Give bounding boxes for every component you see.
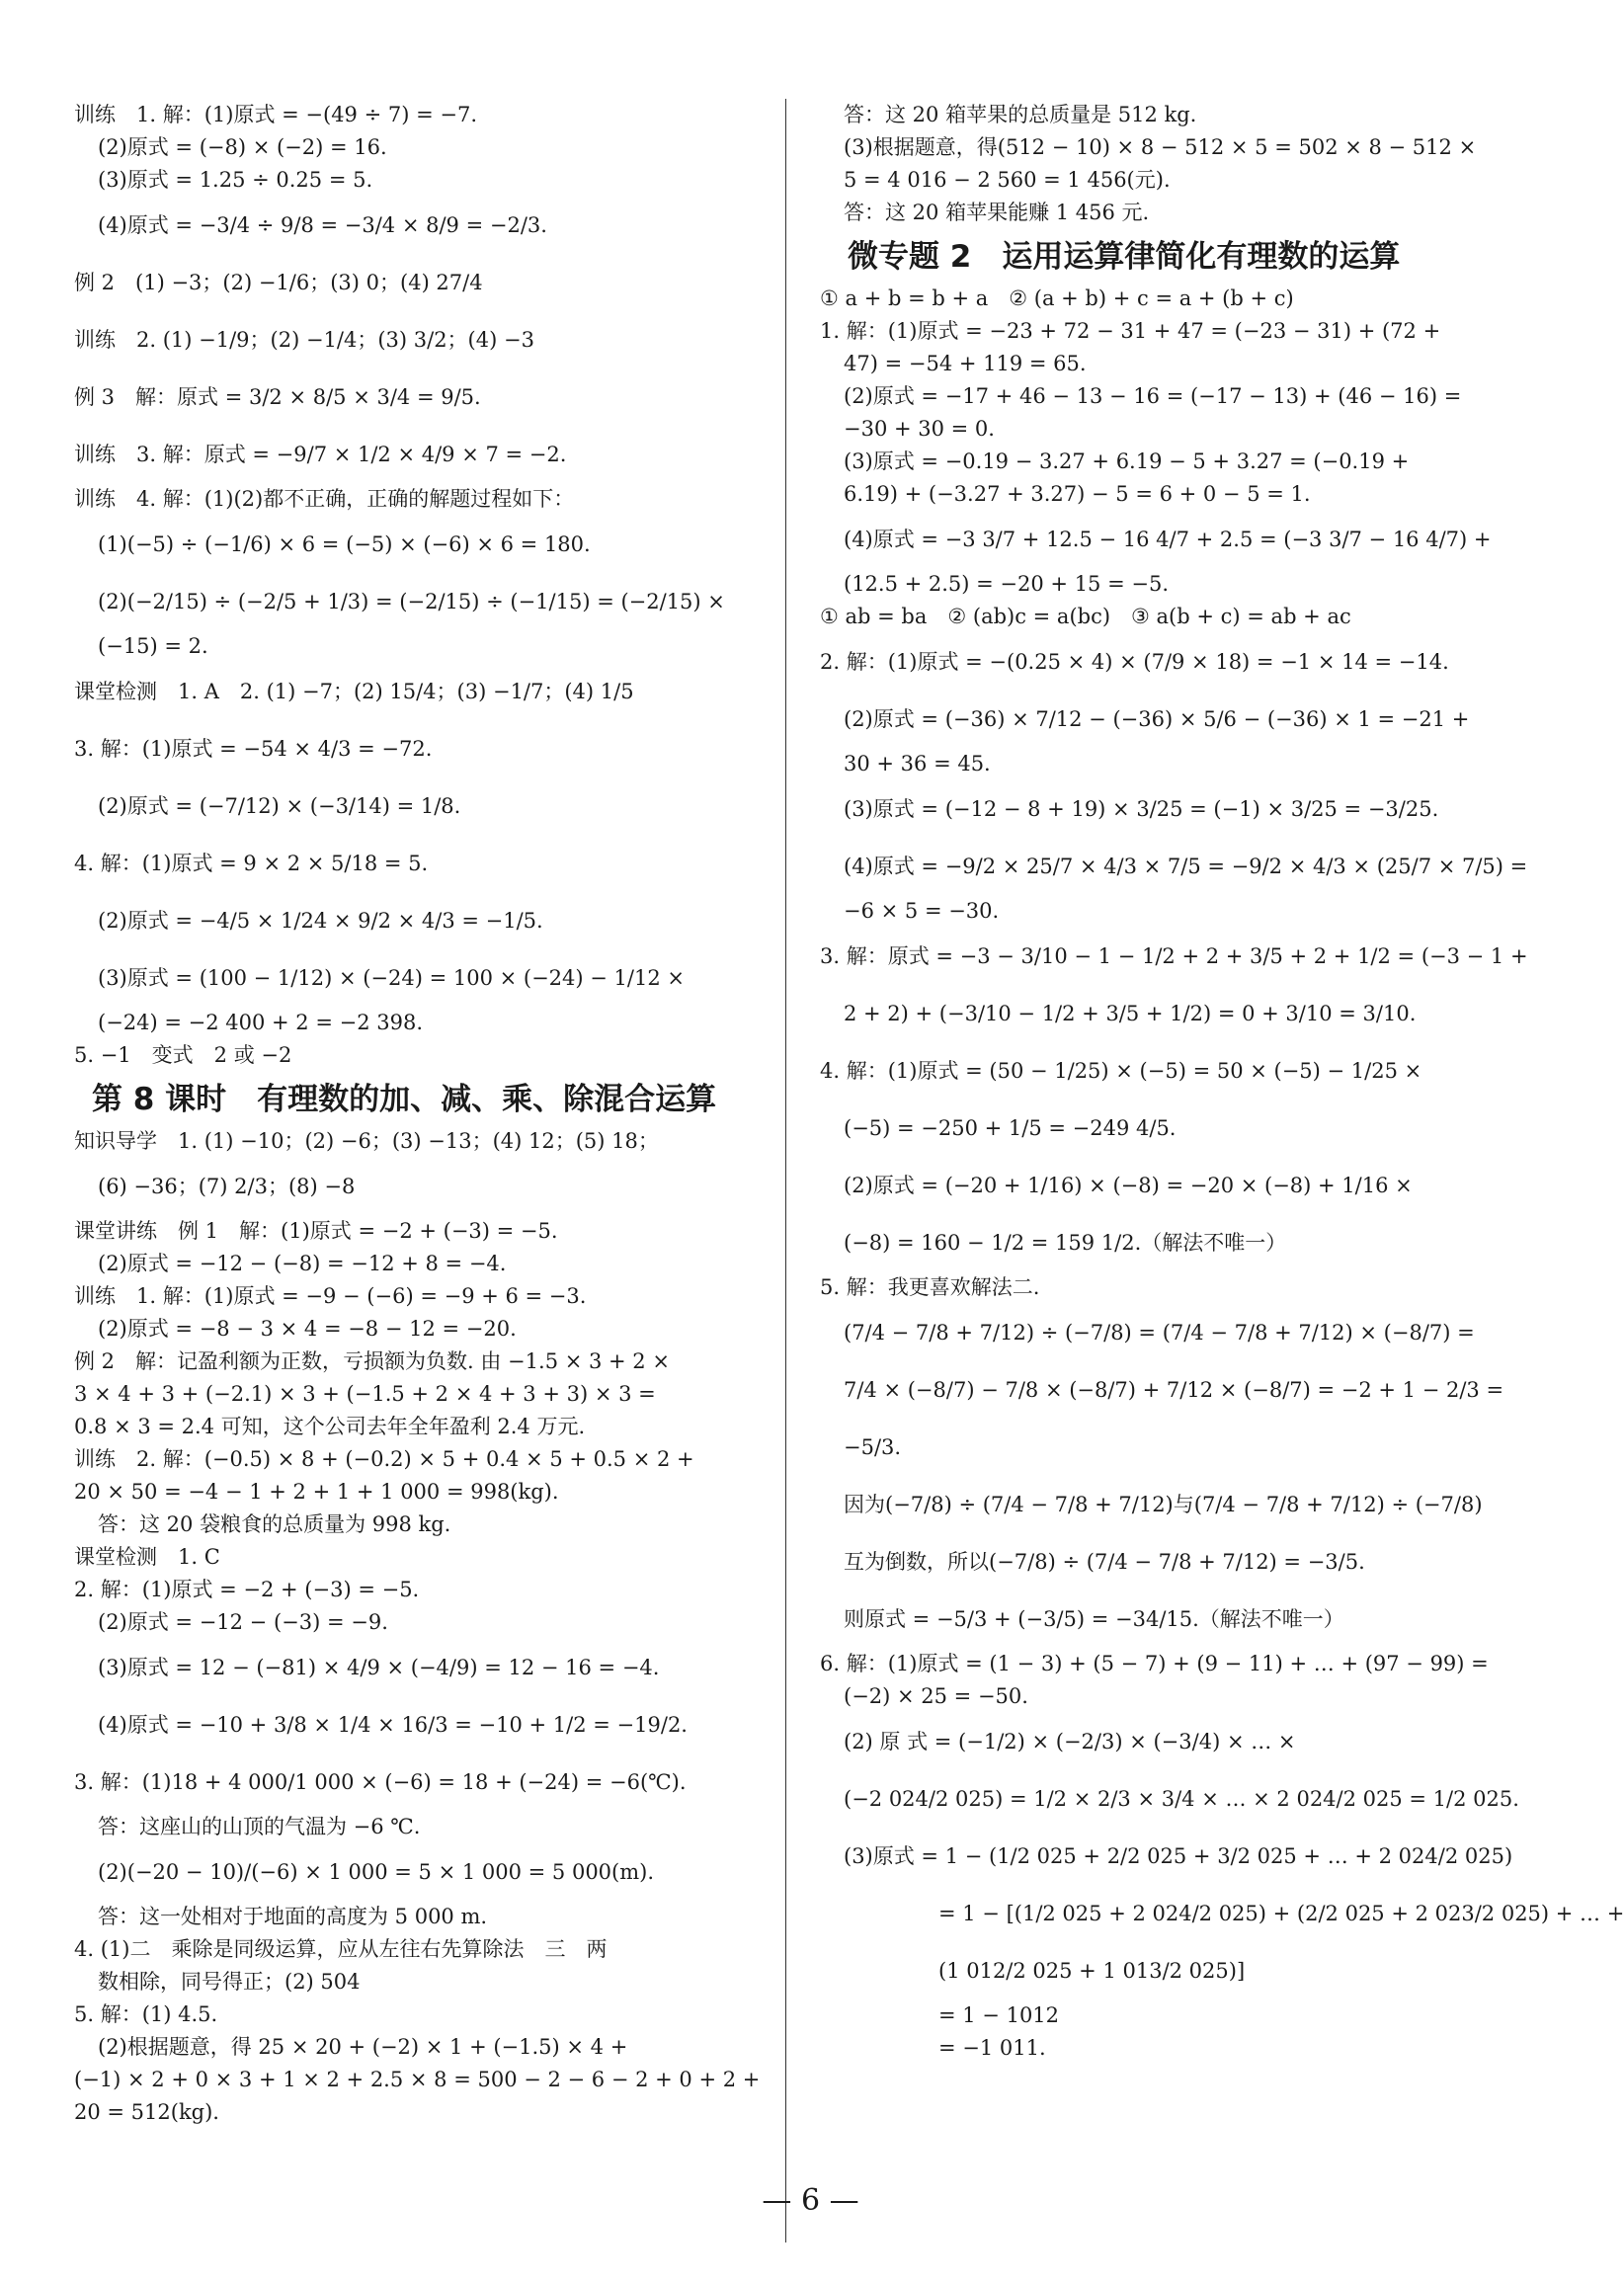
page-number: — 6 —: [762, 2183, 859, 2218]
answer-line: 20 × 50 = −4 − 1 + 2 + 1 + 1 000 = 998(kg).: [74, 1480, 559, 1504]
answer-line: = 1 − [(1/2 025 + 2 024/2 025) + (2/2 025 + 2 023/2 025) + … +: [938, 1902, 1624, 1925]
answer-line: 1. 解：(1)原式 = −23 + 72 − 31 + 47 = (−23 − 31) + (72 +: [820, 319, 1441, 343]
answer-line: 4. 解：(1)原式 = (50 − 1/25) × (−5) = 50 × (−5) − 1/25 ×: [820, 1059, 1422, 1083]
answer-line: (2)根据题意，得 25 × 20 + (−2) × 1 + (−1.5) × 4 +: [98, 2035, 628, 2059]
answer-line: (2)(−20 − 10)/(−6) × 1 000 = 5 × 1 000 = 5 000(m).: [98, 1860, 655, 1884]
answer-line: 答：这 20 箱苹果的总质量是 512 kg.: [844, 103, 1197, 126]
answer-line: (−15) = 2.: [98, 634, 208, 658]
answer-line: (2) 原 式 = (−1/2) × (−2/3) × (−3/4) × … ×: [844, 1730, 1296, 1753]
answer-line: 3. 解：(1)原式 = −54 × 4/3 = −72.: [74, 737, 433, 761]
answer-line: 6.19) + (−3.27 + 3.27) − 5 = 6 + 0 − 5 = 1.: [844, 482, 1311, 506]
answer-line: (2)原式 = −4/5 × 1/24 × 9/2 × 4/3 = −1/5.: [98, 909, 543, 933]
answer-line: 课堂检测 1. C: [74, 1545, 220, 1569]
answer-line: = −1 011.: [938, 2036, 1046, 2060]
answer-line: (12.5 + 2.5) = −20 + 15 = −5.: [844, 572, 1169, 596]
answer-line: (3)根据题意，得(512 − 10) × 8 − 512 × 5 = 502 × 8 − 512 ×: [844, 135, 1477, 159]
answer-line: −30 + 30 = 0.: [844, 417, 995, 441]
answer-line: 例 3 解：原式 = 3/2 × 8/5 × 3/4 = 9/5.: [74, 385, 481, 409]
right-column: [820, 99, 1624, 2065]
section-heading: 第 8 课时 有理数的加、减、乘、除混合运算: [92, 1082, 717, 1117]
answer-line: 6. 解：(1)原式 = (1 − 3) + (5 − 7) + (9 − 11) + … + (97 − 99) =: [820, 1652, 1489, 1675]
answer-line: (4)原式 = −10 + 3/8 × 1/4 × 16/3 = −10 + 1/2 = −19/2.: [98, 1713, 688, 1737]
answer-line: (2)原式 = (−7/12) × (−3/14) = 1/8.: [98, 794, 461, 818]
answer-line: 答：这座山的山顶的气温为 −6 ℃.: [98, 1815, 421, 1838]
answer-line: 训练 3. 解：原式 = −9/7 × 1/2 × 4/9 × 7 = −2.: [74, 443, 567, 466]
answer-line: −5/3.: [844, 1435, 902, 1459]
answer-line: 30 + 36 = 45.: [844, 752, 991, 775]
answer-line: 训练 4. 解：(1)(2)都不正确，正确的解题过程如下：: [74, 487, 575, 511]
answer-line: 课堂讲练 例 1 解：(1)原式 = −2 + (−3) = −5.: [74, 1219, 558, 1243]
answer-line: (2)(−2/15) ÷ (−2/5 + 1/3) = (−2/15) ÷ (−1/15) = (−2/15) ×: [98, 590, 725, 613]
answer-line: 例 2 (1) −3；(2) −1/6；(3) 0；(4) 27/4: [74, 271, 483, 294]
answer-line: 因为(−7/8) ÷ (7/4 − 7/8 + 7/12)与(7/4 − 7/8 + 7/12) ÷ (−7/8): [844, 1493, 1483, 1516]
answer-line: 20 = 512(kg).: [74, 2100, 219, 2124]
answer-line: (2)原式 = −8 − 3 × 4 = −8 − 12 = −20.: [98, 1317, 517, 1341]
answer-line: (3)原式 = (−12 − 8 + 19) × 3/25 = (−1) × 3/25 = −3/25.: [844, 797, 1439, 821]
answer-line: 2. 解：(1)原式 = −(0.25 × 4) × (7/9 × 18) = −1 × 14 = −14.: [820, 650, 1449, 674]
answer-line: 答：这 20 袋粮食的总质量为 998 kg.: [98, 1512, 451, 1536]
answer-line: 7/4 × (−8/7) − 7/8 × (−8/7) + 7/12 × (−8/7) = −2 + 1 − 2/3 =: [844, 1378, 1504, 1402]
answer-line: 2 + 2) + (−3/10 − 1/2 + 3/5 + 1/2) = 0 + 3/10 = 3/10.: [844, 1002, 1417, 1025]
answer-line: (3)原式 = 1.25 ÷ 0.25 = 5.: [98, 168, 373, 192]
answer-line: (3)原式 = (100 − 1/12) × (−24) = 100 × (−24) − 1/12 ×: [98, 966, 685, 990]
answer-line: (2)原式 = −17 + 46 − 13 − 16 = (−17 − 13) + (46 − 16) =: [844, 384, 1462, 408]
answer-line: (2)原式 = −12 − (−3) = −9.: [98, 1610, 388, 1634]
answer-line: 3 × 4 + 3 + (−2.1) × 3 + (−1.5 + 2 × 4 + 3 + 3) × 3 =: [74, 1382, 656, 1406]
answer-line: −6 × 5 = −30.: [844, 899, 1000, 923]
answer-line: 则原式 = −5/3 + (−3/5) = −34/15.（解法不唯一）: [844, 1607, 1344, 1631]
answer-line: (2)原式 = −12 − (−8) = −12 + 8 = −4.: [98, 1252, 507, 1275]
answer-line: (−2 024/2 025) = 1/2 × 2/3 × 3/4 × … × 2 024/2 025 = 1/2 025.: [844, 1787, 1519, 1811]
answer-line: (1 012/2 025 + 1 013/2 025)]: [938, 1959, 1246, 1983]
answer-line: 数相除，同号得正；(2) 504: [98, 1970, 361, 1994]
answer-line: ① a + b = b + a ② (a + b) + c = a + (b + c): [820, 286, 1294, 310]
answer-line: 答：这一处相对于地面的高度为 5 000 m.: [98, 1905, 488, 1928]
answer-line: 例 2 解：记盈利额为正数，亏损额为负数. 由 −1.5 × 3 + 2 ×: [74, 1349, 670, 1373]
answer-line: (2)原式 = (−36) × 7/12 − (−36) × 5/6 − (−36) × 1 = −21 +: [844, 707, 1470, 731]
answer-line: 3. 解：(1)18 + 4 000/1 000 × (−6) = 18 + (−24) = −6(℃).: [74, 1770, 687, 1794]
column-divider: [785, 99, 786, 2242]
answer-line: (3)原式 = −0.19 − 3.27 + 6.19 − 5 + 3.27 = (−0.19 +: [844, 449, 1410, 473]
answer-line: 互为倒数，所以(−7/8) ÷ (7/4 − 7/8 + 7/12) = −3/5.: [844, 1550, 1365, 1574]
answer-line: (3)原式 = 12 − (−81) × 4/9 × (−4/9) = 12 − 16 = −4.: [98, 1656, 660, 1679]
answer-line: (−5) = −250 + 1/5 = −249 4/5.: [844, 1116, 1177, 1140]
answer-line: (3)原式 = 1 − (1/2 025 + 2/2 025 + 3/2 025 + … + 2 024/2 025): [844, 1844, 1513, 1868]
answer-line: (2)原式 = (−8) × (−2) = 16.: [98, 135, 387, 159]
answer-line: 训练 1. 解：(1)原式 = −9 − (−6) = −9 + 6 = −3.: [74, 1284, 587, 1308]
answer-line: 课堂检测 1. A 2. (1) −7；(2) 15/4；(3) −1/7；(4) 1/5: [74, 680, 634, 703]
answer-line: (6) −36；(7) 2/3；(8) −8: [98, 1175, 356, 1198]
answer-line: (−2) × 25 = −50.: [844, 1684, 1028, 1708]
answer-line: (2)原式 = (−20 + 1/16) × (−8) = −20 × (−8) + 1/16 ×: [844, 1174, 1413, 1197]
answer-line: 4. 解：(1)原式 = 9 × 2 × 5/18 = 5.: [74, 852, 429, 875]
answer-line: 3. 解：原式 = −3 − 3/10 − 1 − 1/2 + 2 + 3/5 + 2 + 1/2 = (−3 − 1 +: [820, 944, 1528, 968]
answer-line: 5. −1 变式 2 或 −2: [74, 1043, 292, 1067]
answer-line: (−24) = −2 400 + 2 = −2 398.: [98, 1011, 424, 1034]
answer-line: ① ab = ba ② (ab)c = a(bc) ③ a(b + c) = ab + ac: [820, 605, 1351, 628]
answer-line: (7/4 − 7/8 + 7/12) ÷ (−7/8) = (7/4 − 7/8 + 7/12) × (−8/7) =: [844, 1321, 1475, 1345]
answer-line: 0.8 × 3 = 2.4 可知，这个公司去年全年盈利 2.4 万元.: [74, 1415, 586, 1438]
answer-line: (−8) = 160 − 1/2 = 159 1/2.（解法不唯一）: [844, 1231, 1287, 1255]
answer-line: 4. (1)二 乘除是同级运算，应从左往右先算除法 三 两: [74, 1937, 608, 1961]
answer-line: 5. 解：我更喜欢解法二.: [820, 1275, 1040, 1299]
answer-line: (−1) × 2 + 0 × 3 + 1 × 2 + 2.5 × 8 = 500 − 2 − 6 − 2 + 0 + 2 +: [74, 2068, 761, 2091]
answer-line: (4)原式 = −3/4 ÷ 9/8 = −3/4 × 8/9 = −2/3.: [98, 213, 547, 237]
answer-line: 2. 解：(1)原式 = −2 + (−3) = −5.: [74, 1578, 420, 1601]
answer-line: (1)(−5) ÷ (−1/6) × 6 = (−5) × (−6) × 6 = 180.: [98, 532, 591, 556]
answer-line: = 1 − 1012: [938, 2003, 1060, 2027]
answer-line: 答：这 20 箱苹果能赚 1 456 元.: [844, 201, 1150, 224]
left-column: [74, 99, 761, 2129]
answer-line: (4)原式 = −3 3/7 + 12.5 − 16 4/7 + 2.5 = (−3 3/7 − 16 4/7) +: [844, 528, 1492, 551]
answer-line: 5 = 4 016 − 2 560 = 1 456(元).: [844, 168, 1171, 192]
answer-line: (4)原式 = −9/2 × 25/7 × 4/3 × 7/5 = −9/2 × 4/3 × (25/7 × 7/5) =: [844, 855, 1528, 878]
section-heading: 微专题 2 运用运算律简化有理数的运算: [848, 239, 1401, 275]
answer-line: 训练 2. 解：(−0.5) × 8 + (−0.2) × 5 + 0.4 × 5 + 0.5 × 2 +: [74, 1447, 694, 1471]
answer-line: 47) = −54 + 119 = 65.: [844, 352, 1087, 375]
answer-line: 训练 2. (1) −1/9；(2) −1/4；(3) 3/2；(4) −3: [74, 328, 534, 352]
answer-line: 训练 1. 解：(1)原式 = −(49 ÷ 7) = −7.: [74, 103, 477, 126]
answer-line: 知识导学 1. (1) −10；(2) −6；(3) −13；(4) 12；(5) 18；: [74, 1129, 659, 1153]
answer-line: 5. 解：(1) 4.5.: [74, 2002, 218, 2026]
